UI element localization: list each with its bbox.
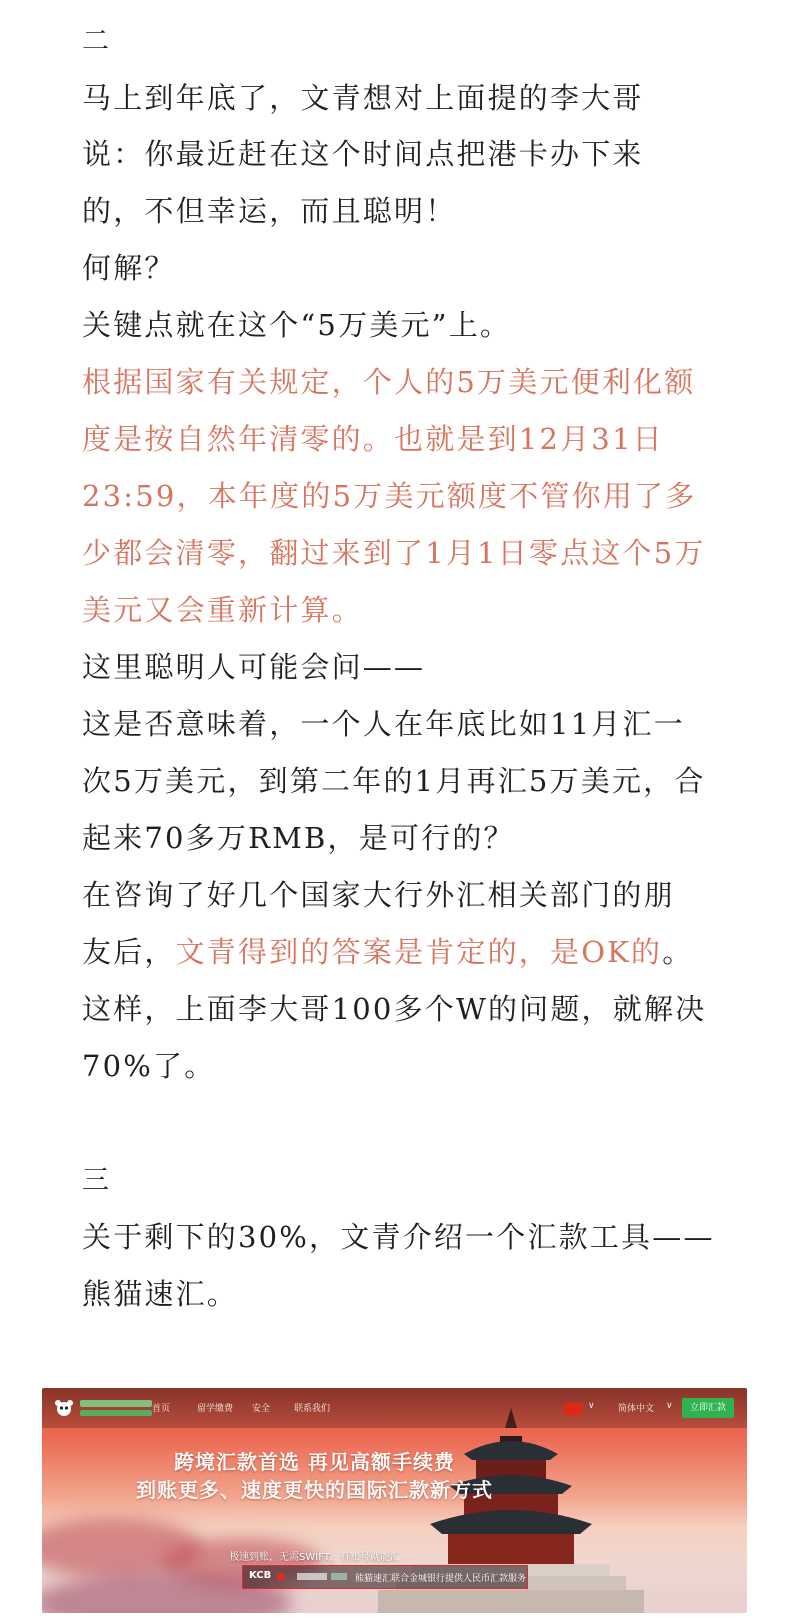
panda-icon [54,1399,74,1417]
partner-text: 熊猫速汇联合金城银行提供人民币汇款服务 [355,1574,527,1584]
panda-remit-banner [42,1388,747,1613]
paragraph-line: 在咨询了好几个国家大行外汇相关部门的朋 [82,878,675,912]
paragraph-line: 这是否意味着，一个人在年底比如11月汇一 [82,707,685,741]
highlight-line: 美元又会重新计算。 [82,593,363,627]
highlight-line: 23:59，本年度的5万美元额度不管你用了多 [82,479,697,513]
paragraph-line: 起来70多万RMB，是可行的？ [82,821,515,855]
section-heading-2: 二 [82,26,112,57]
language-selector[interactable]: 简体中文 [618,1404,655,1414]
logo-wordmark-sub [80,1410,152,1416]
paragraph-line: 何解？ [82,251,176,285]
nav-home[interactable]: 首页 [152,1404,171,1414]
section-heading-3: 三 [82,1165,112,1196]
paragraph-line: 说：你最近赶在这个时间点把港卡办下来 [82,137,644,171]
partner-box [242,1565,528,1589]
text-run: 。 [662,935,694,969]
highlight-line: 根据国家有关规定，个人的5万美元便利化额 [82,365,696,399]
chevron-down-icon[interactable]: ∨ [666,1401,673,1411]
banner-tagline: 极速到账，无需SWIFT，有账号就能汇 [229,1552,400,1563]
china-flag-icon[interactable] [564,1403,582,1415]
kcb-logo: KCB [249,1570,272,1581]
nav-study-fees[interactable]: 留学缴费 [197,1404,234,1414]
kcb-logo-mark [277,1573,285,1581]
highlight-line: 少都会清零，翻过来到了1月1日零点这个5万 [82,536,706,570]
paragraph-line: 马上到年底了，文青想对上面提的李大哥 [82,81,644,115]
panda-remit-logo [54,1397,154,1419]
paragraph-line: 关于剩下的30%，文青介绍一个汇款工具—— [82,1220,715,1254]
highlight-run: 文青得到的答案是肯定的，是OK的 [175,935,663,969]
partner-logo [331,1573,347,1580]
banner-nav-bar [42,1388,747,1428]
paragraph-line: 熊猫速汇。 [82,1277,239,1311]
paragraph-line: 70%了。 [82,1049,216,1083]
partner-logo [297,1573,327,1580]
paragraph-line: 关键点就在这个“5万美元”上。 [82,308,512,342]
paragraph-line: 这样，上面李大哥100多个W的问题，就解决 [82,992,707,1026]
logo-wordmark [80,1400,152,1407]
text-run: 友后， [82,935,176,969]
highlight-line: 度是按自然年清零的。也就是到12月31日 [82,422,664,456]
banner-headline: 跨境汇款首选 再见高额手续费 [174,1450,455,1474]
remit-now-button[interactable]: 立即汇款 [682,1398,734,1418]
paragraph-line: 这里聪明人可能会问—— [82,650,426,684]
nav-contact[interactable]: 联系我们 [294,1404,331,1414]
paragraph-line: 的，不但幸运，而且聪明！ [82,194,457,228]
paragraph-line: 次5万美元，到第二年的1月再汇5万美元，合 [82,764,706,798]
chevron-down-icon[interactable]: ∨ [588,1401,595,1411]
banner-subheadline: 到账更多、速度更快的国际汇款新方式 [136,1478,493,1502]
nav-security[interactable]: 安全 [252,1404,271,1414]
paragraph-line [82,932,693,972]
